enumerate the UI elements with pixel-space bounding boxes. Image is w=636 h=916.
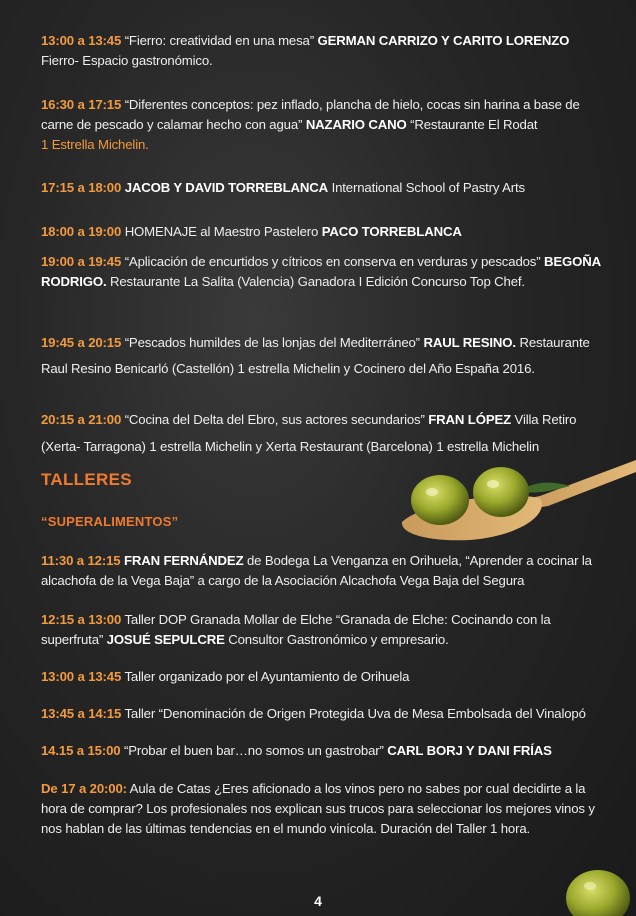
workshop-time: 13:45 a 14:15 <box>41 706 122 721</box>
workshop-time: 14.15 a 15:00 <box>41 743 121 758</box>
workshop-chef: FRAN FERNÁNDEZ <box>123 553 244 568</box>
workshop-text: “Probar el buen bar…no somos un gastrobar” <box>123 743 384 758</box>
program-entry <box>41 252 607 292</box>
olive-spoon-image <box>380 452 636 552</box>
workshop-text: Taller DOP Granada Mollar de Elche “Granada de Elche: Cocinando con la superfruta” <box>41 612 551 647</box>
entry-chef: GERMAN CARRIZO Y CARITO LORENZO <box>317 33 570 48</box>
entry-text: “Cocina del Delta del Ebro, sus actores secundarios” <box>124 412 425 427</box>
workshop-text: de Bodega La Venganza en Orihuela, “Aprender a cocinar la alcachofa de la Vega Baja” a cargo de la Asociación Alcachofa Vega Baja del Segura <box>41 553 592 588</box>
workshop-time: 12:15 a 13:00 <box>41 612 122 627</box>
section-title: TALLERES <box>41 470 132 489</box>
entry-text: “Aplicación de encurtidos y cítricos en conserva en verduras y pescados” <box>124 254 541 269</box>
workshop-chef: JOSUÉ SEPULCRE <box>106 632 225 647</box>
workshop-entry <box>41 667 607 687</box>
workshop-text: Aula de Catas ¿Eres aficionado a los vinos pero no sabes por cual decidirte a la hora de comprar? Los profesionales nos explican sus trucos para seleccionar los mejores vinos y nos hablan de las últimas tendencias en el mundo vinícola. Duración del Taller 1 hora. <box>41 781 595 836</box>
entry-chef: NAZARIO CANO <box>305 117 407 132</box>
workshop-time: 11:30 a 12:15 <box>41 553 121 568</box>
workshop-text: Taller organizado por el Ayuntamiento de Orihuela <box>124 669 410 684</box>
entry-chef: FRAN LÓPEZ <box>428 412 512 427</box>
entry-text: “Diferentes conceptos: pez inflado, plancha de hielo, cocas sin harina a base de carne de pescado y calamar hecho con agua” <box>41 97 580 132</box>
section-subtitle: “SUPERALIMENTOS” <box>41 514 179 529</box>
entry-time: 18:00 a 19:00 <box>41 224 122 239</box>
entry-time: 17:15 a 18:00 <box>41 180 122 195</box>
workshop-entry <box>41 741 607 761</box>
entry-time: 19:45 a 20:15 <box>41 335 122 350</box>
program-entry <box>41 222 607 242</box>
workshop-entry <box>41 704 607 724</box>
workshop-entry <box>41 610 607 650</box>
entry-chef: JACOB Y DAVID TORREBLANCA <box>124 180 329 195</box>
entry-text: “Pescados humildes de las lonjas del Mediterráneo” <box>124 335 420 350</box>
entry-venue: Fierro- Espacio gastronómico. <box>41 53 213 68</box>
entry-venue: “Restaurante El Rodat <box>410 117 538 132</box>
workshop-entry <box>41 551 607 591</box>
entry-time: 19:00 a 19:45 <box>41 254 122 269</box>
workshop-venue: Consultor Gastronómico y empresario. <box>228 632 449 647</box>
entry-venue: International School of Pastry Arts <box>331 180 525 195</box>
entry-chef: BEGOÑA RODRIGO. <box>41 254 601 289</box>
page-number: 4 <box>314 893 322 909</box>
entry-award: 1 Estrella Michelin. <box>41 137 149 152</box>
entry-venue: Villa Retiro (Xerta- Tarragona) 1 estrella Michelin y Xerta Restaurant (Barcelona) 1 estrella Michelin <box>41 412 577 454</box>
entry-time: 13:00 a 13:45 <box>41 33 122 48</box>
workshop-entry <box>41 779 607 839</box>
workshop-text: Taller “Denominación de Origen Protegida Uva de Mesa Embolsada del Vinalopó <box>124 706 586 721</box>
program-entry <box>41 178 607 198</box>
workshop-chef: CARL BORJ Y DANI FRÍAS <box>387 743 552 758</box>
workshop-time: 13:00 a 13:45 <box>41 669 122 684</box>
workshop-time: De 17 a 20:00: <box>41 781 127 796</box>
entry-text: HOMENAJE al Maestro Pastelero <box>124 224 319 239</box>
entry-time: 16:30 a 17:15 <box>41 97 122 112</box>
program-entry <box>41 95 607 155</box>
entry-text: “Fierro: creatividad en una mesa” <box>124 33 314 48</box>
program-entry <box>41 31 607 71</box>
entry-venue: Restaurante Raul Resino Benicarló (Castellón) 1 estrella Michelin y Cocinero del Año España 2016. <box>41 335 590 376</box>
entry-chef: PACO TORREBLANCA <box>321 224 462 239</box>
entry-chef: RAUL RESINO. <box>423 335 516 350</box>
program-entry <box>41 330 607 382</box>
entry-venue: Restaurante La Salita (Valencia) Ganadora I Edición Concurso Top Chef. <box>110 274 525 289</box>
entry-time: 20:15 a 21:00 <box>41 412 122 427</box>
